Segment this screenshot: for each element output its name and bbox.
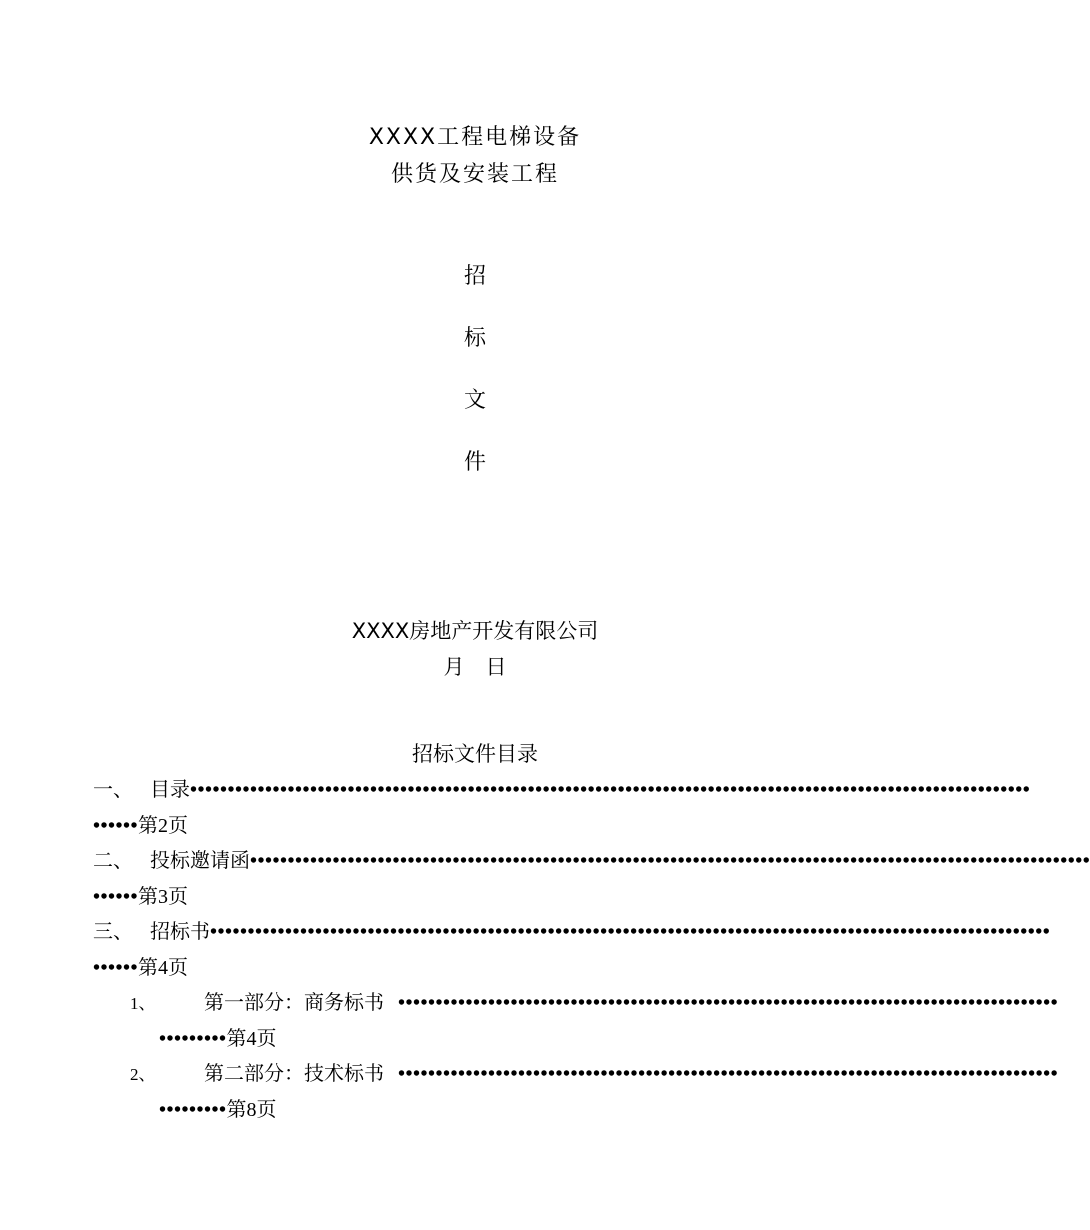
toc-subitem[interactable] — [130, 1060, 1059, 1088]
page-number: 4 — [158, 957, 169, 979]
toc-heading: 招标文件目录 — [412, 742, 538, 766]
toc-item[interactable] — [93, 847, 1090, 874]
toc-subitem-number: 2、 — [130, 1065, 156, 1084]
leader-dots: •••••••••••••••••••••••••••••••••••••••••••••••••••••••••••••••••••••••••••••••••••••••••••••••••••••••••••••••• — [210, 921, 1051, 943]
toc-item-label: 投标邀请函 — [150, 848, 250, 872]
company-name: XXXX房地产开发有限公司 — [351, 619, 599, 643]
toc-item-number: 三、 — [93, 919, 133, 943]
toc-item-label: 目录 — [150, 777, 190, 801]
toc-item-page-ref — [93, 883, 188, 910]
toc-subitem-page-ref — [159, 1096, 277, 1123]
toc-subitem-label: 第一部分：商务标书 — [204, 990, 384, 1014]
toc-item-number: 二、 — [93, 848, 133, 872]
vertical-title-char: 文 — [463, 388, 486, 413]
toc-item-page-ref — [93, 812, 188, 839]
page-number: 8 — [246, 1099, 257, 1121]
page-number: 4 — [246, 1028, 257, 1050]
page-number: 3 — [158, 886, 169, 908]
vertical-title-char: 件 — [463, 450, 486, 475]
date-line: 月 日 — [443, 655, 507, 679]
cover-title-line2: 供货及安装工程 — [390, 162, 559, 187]
leader-dots: •••••• — [93, 886, 139, 908]
leader-dots: ••••••••• — [159, 1099, 227, 1121]
page-suffix: 页 — [168, 884, 189, 908]
page-prefix: 第 — [138, 884, 159, 908]
toc-item-number: 一、 — [93, 777, 133, 801]
leader-dots: ••••••••• — [159, 1028, 227, 1050]
toc-item-page-ref — [93, 954, 188, 981]
toc-item[interactable] — [93, 776, 1031, 803]
page-prefix: 第 — [138, 813, 159, 837]
leader-dots: •••••••••••••••••••••••••••••••••••••••••••••••••••••••••••••••••••••••••••••••••••••••• — [398, 1063, 1059, 1085]
vertical-title-char: 标 — [463, 326, 486, 351]
toc-item[interactable] — [93, 918, 1051, 945]
toc-subitem[interactable] — [130, 989, 1059, 1017]
page-suffix: 页 — [256, 1026, 277, 1050]
cover-title-line1: XXXX工程电梯设备 — [368, 125, 582, 150]
leader-dots: •••••••••••••••••••••••••••••••••••••••••••••••••••••••••••••••••••••••••••••••••••••••••••••••••••••••••••••••• — [190, 779, 1031, 801]
page-number: 2 — [158, 815, 169, 837]
toc-item-label: 招标书 — [150, 919, 210, 943]
leader-dots: •••••••••••••••••••••••••••••••••••••••••••••••••••••••••••••••••••••••••••••••••••••••• — [398, 992, 1059, 1014]
page-prefix: 第 — [138, 955, 159, 979]
leader-dots: •••••• — [93, 815, 139, 837]
leader-dots: •••••••••••••••••••••••••••••••••••••••••••••••••••••••••••••••••••••••••••••••••••••••••••••••••••••••••••••••• — [250, 850, 1090, 872]
vertical-title-char: 招 — [463, 264, 486, 289]
page-prefix: 第 — [226, 1026, 247, 1050]
page-suffix: 页 — [168, 955, 189, 979]
page-suffix: 页 — [168, 813, 189, 837]
toc-subitem-page-ref — [159, 1025, 277, 1052]
page-suffix: 页 — [256, 1097, 277, 1121]
toc-subitem-label: 第二部分：技术标书 — [204, 1061, 384, 1085]
toc-subitem-number: 1、 — [130, 994, 156, 1013]
leader-dots: •••••• — [93, 957, 139, 979]
page-prefix: 第 — [226, 1097, 247, 1121]
